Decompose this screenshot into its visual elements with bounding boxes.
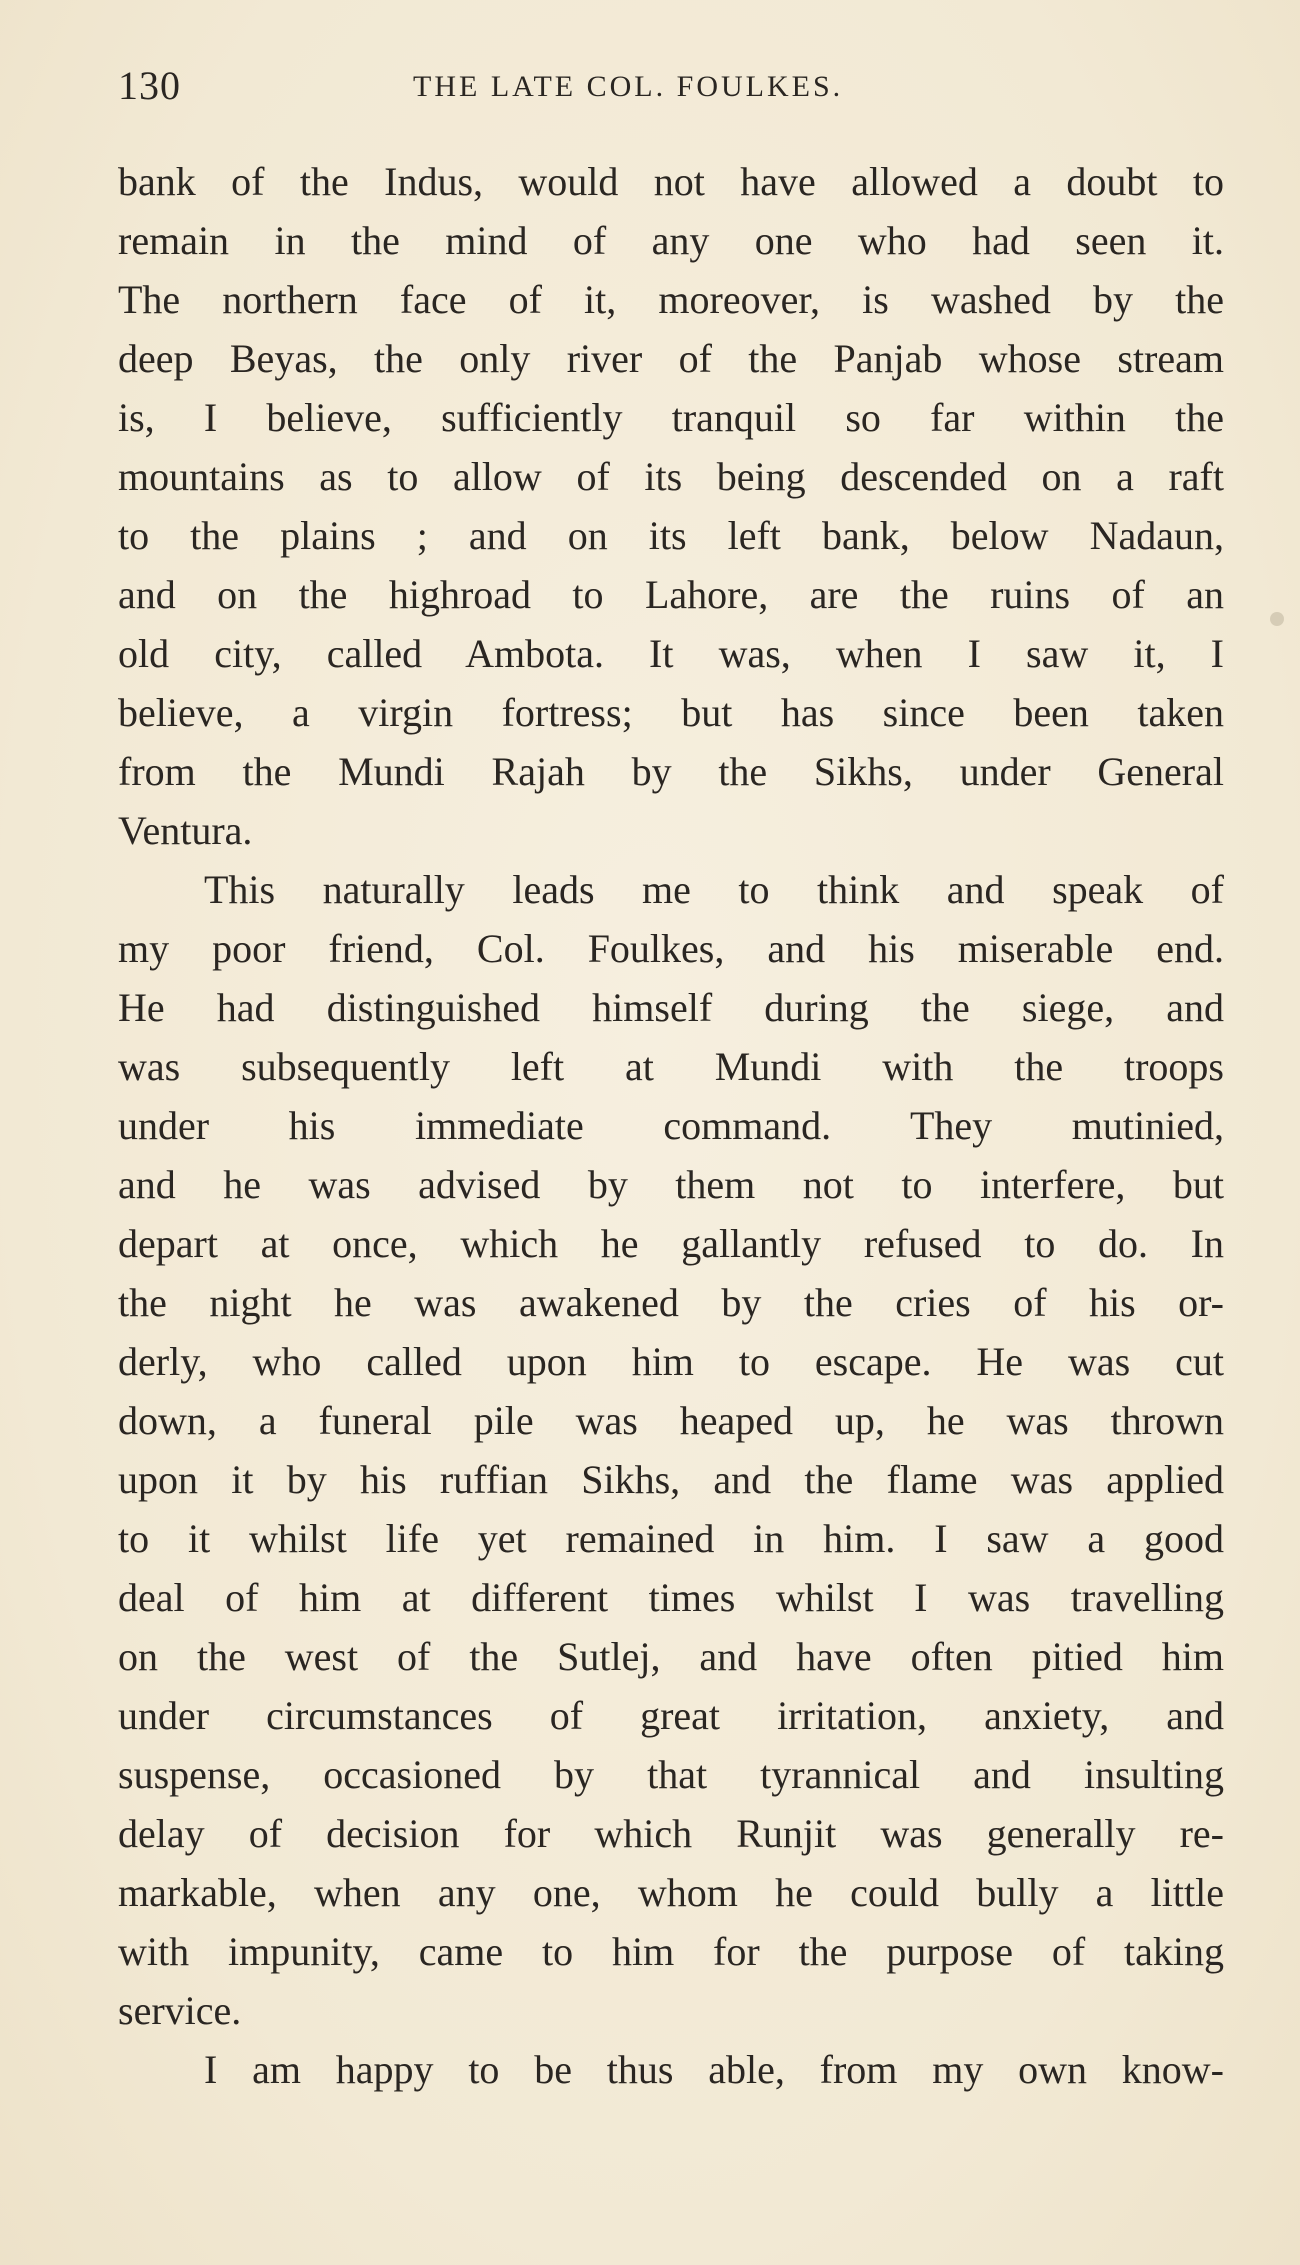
body-text	[118, 152, 1224, 2099]
text-line: and he was advised by them not to interfere, but	[118, 1162, 1224, 1207]
text-line: derly, who called upon him to escape. He was cut	[118, 1339, 1224, 1384]
paper-speck	[1270, 612, 1284, 626]
text-line: to it whilst life yet remained in him. I saw a good	[118, 1516, 1224, 1561]
text-line: markable, when any one, whom he could bully a little	[118, 1870, 1224, 1915]
text-line: is, I believe, sufficiently tranquil so far within the	[118, 395, 1224, 440]
text-line: upon it by his ruffian Sikhs, and the flame was applied	[118, 1457, 1224, 1502]
text-line: with impunity, came to him for the purpose of taking	[118, 1929, 1224, 1974]
text-line: service.	[118, 1988, 242, 2033]
text-line: from the Mundi Rajah by the Sikhs, under General	[118, 749, 1224, 794]
text-line: and on the highroad to Lahore, are the ruins of an	[118, 572, 1224, 617]
text-line: my poor friend, Col. Foulkes, and his miserable end.	[118, 926, 1224, 971]
page-number: 130	[118, 63, 181, 108]
text-line: deep Beyas, the only river of the Panjab whose stream	[118, 336, 1224, 381]
text-line: I am happy to be thus able, from my own know-	[204, 2047, 1224, 2092]
text-line: This naturally leads me to think and speak of	[204, 867, 1224, 912]
running-head: THE LATE COL. FOULKES.	[413, 70, 844, 103]
text-line: under circumstances of great irritation, anxiety, and	[118, 1693, 1224, 1738]
text-line: The northern face of it, moreover, is washed by the	[118, 277, 1224, 322]
text-line: the night he was awakened by the cries of his or-	[118, 1280, 1224, 1325]
text-line: Ventura.	[118, 808, 253, 853]
text-line: He had distinguished himself during the siege, and	[118, 985, 1224, 1030]
text-line: mountains as to allow of its being descended on a raft	[118, 454, 1224, 499]
text-line: delay of decision for which Runjit was generally re-	[118, 1811, 1224, 1856]
text-line: bank of the Indus, would not have allowed a doubt to	[118, 159, 1224, 204]
text-line: remain in the mind of any one who had seen it.	[118, 218, 1224, 263]
page-header	[118, 62, 1228, 122]
text-line: old city, called Ambota. It was, when I saw it, I	[118, 631, 1224, 676]
text-line: under his immediate command. They mutinied,	[118, 1103, 1224, 1148]
text-line: depart at once, which he gallantly refused to do. In	[118, 1221, 1224, 1266]
text-line: was subsequently left at Mundi with the troops	[118, 1044, 1224, 1089]
text-line: believe, a virgin fortress; but has since been taken	[118, 690, 1224, 735]
text-line: suspense, occasioned by that tyrannical and insulting	[118, 1752, 1224, 1797]
text-line: deal of him at different times whilst I was travelling	[118, 1575, 1224, 1620]
text-line: to the plains ; and on its left bank, below Nadaun,	[118, 513, 1224, 558]
text-line: on the west of the Sutlej, and have often pitied him	[118, 1634, 1224, 1679]
text-line: down, a funeral pile was heaped up, he was thrown	[118, 1398, 1224, 1443]
